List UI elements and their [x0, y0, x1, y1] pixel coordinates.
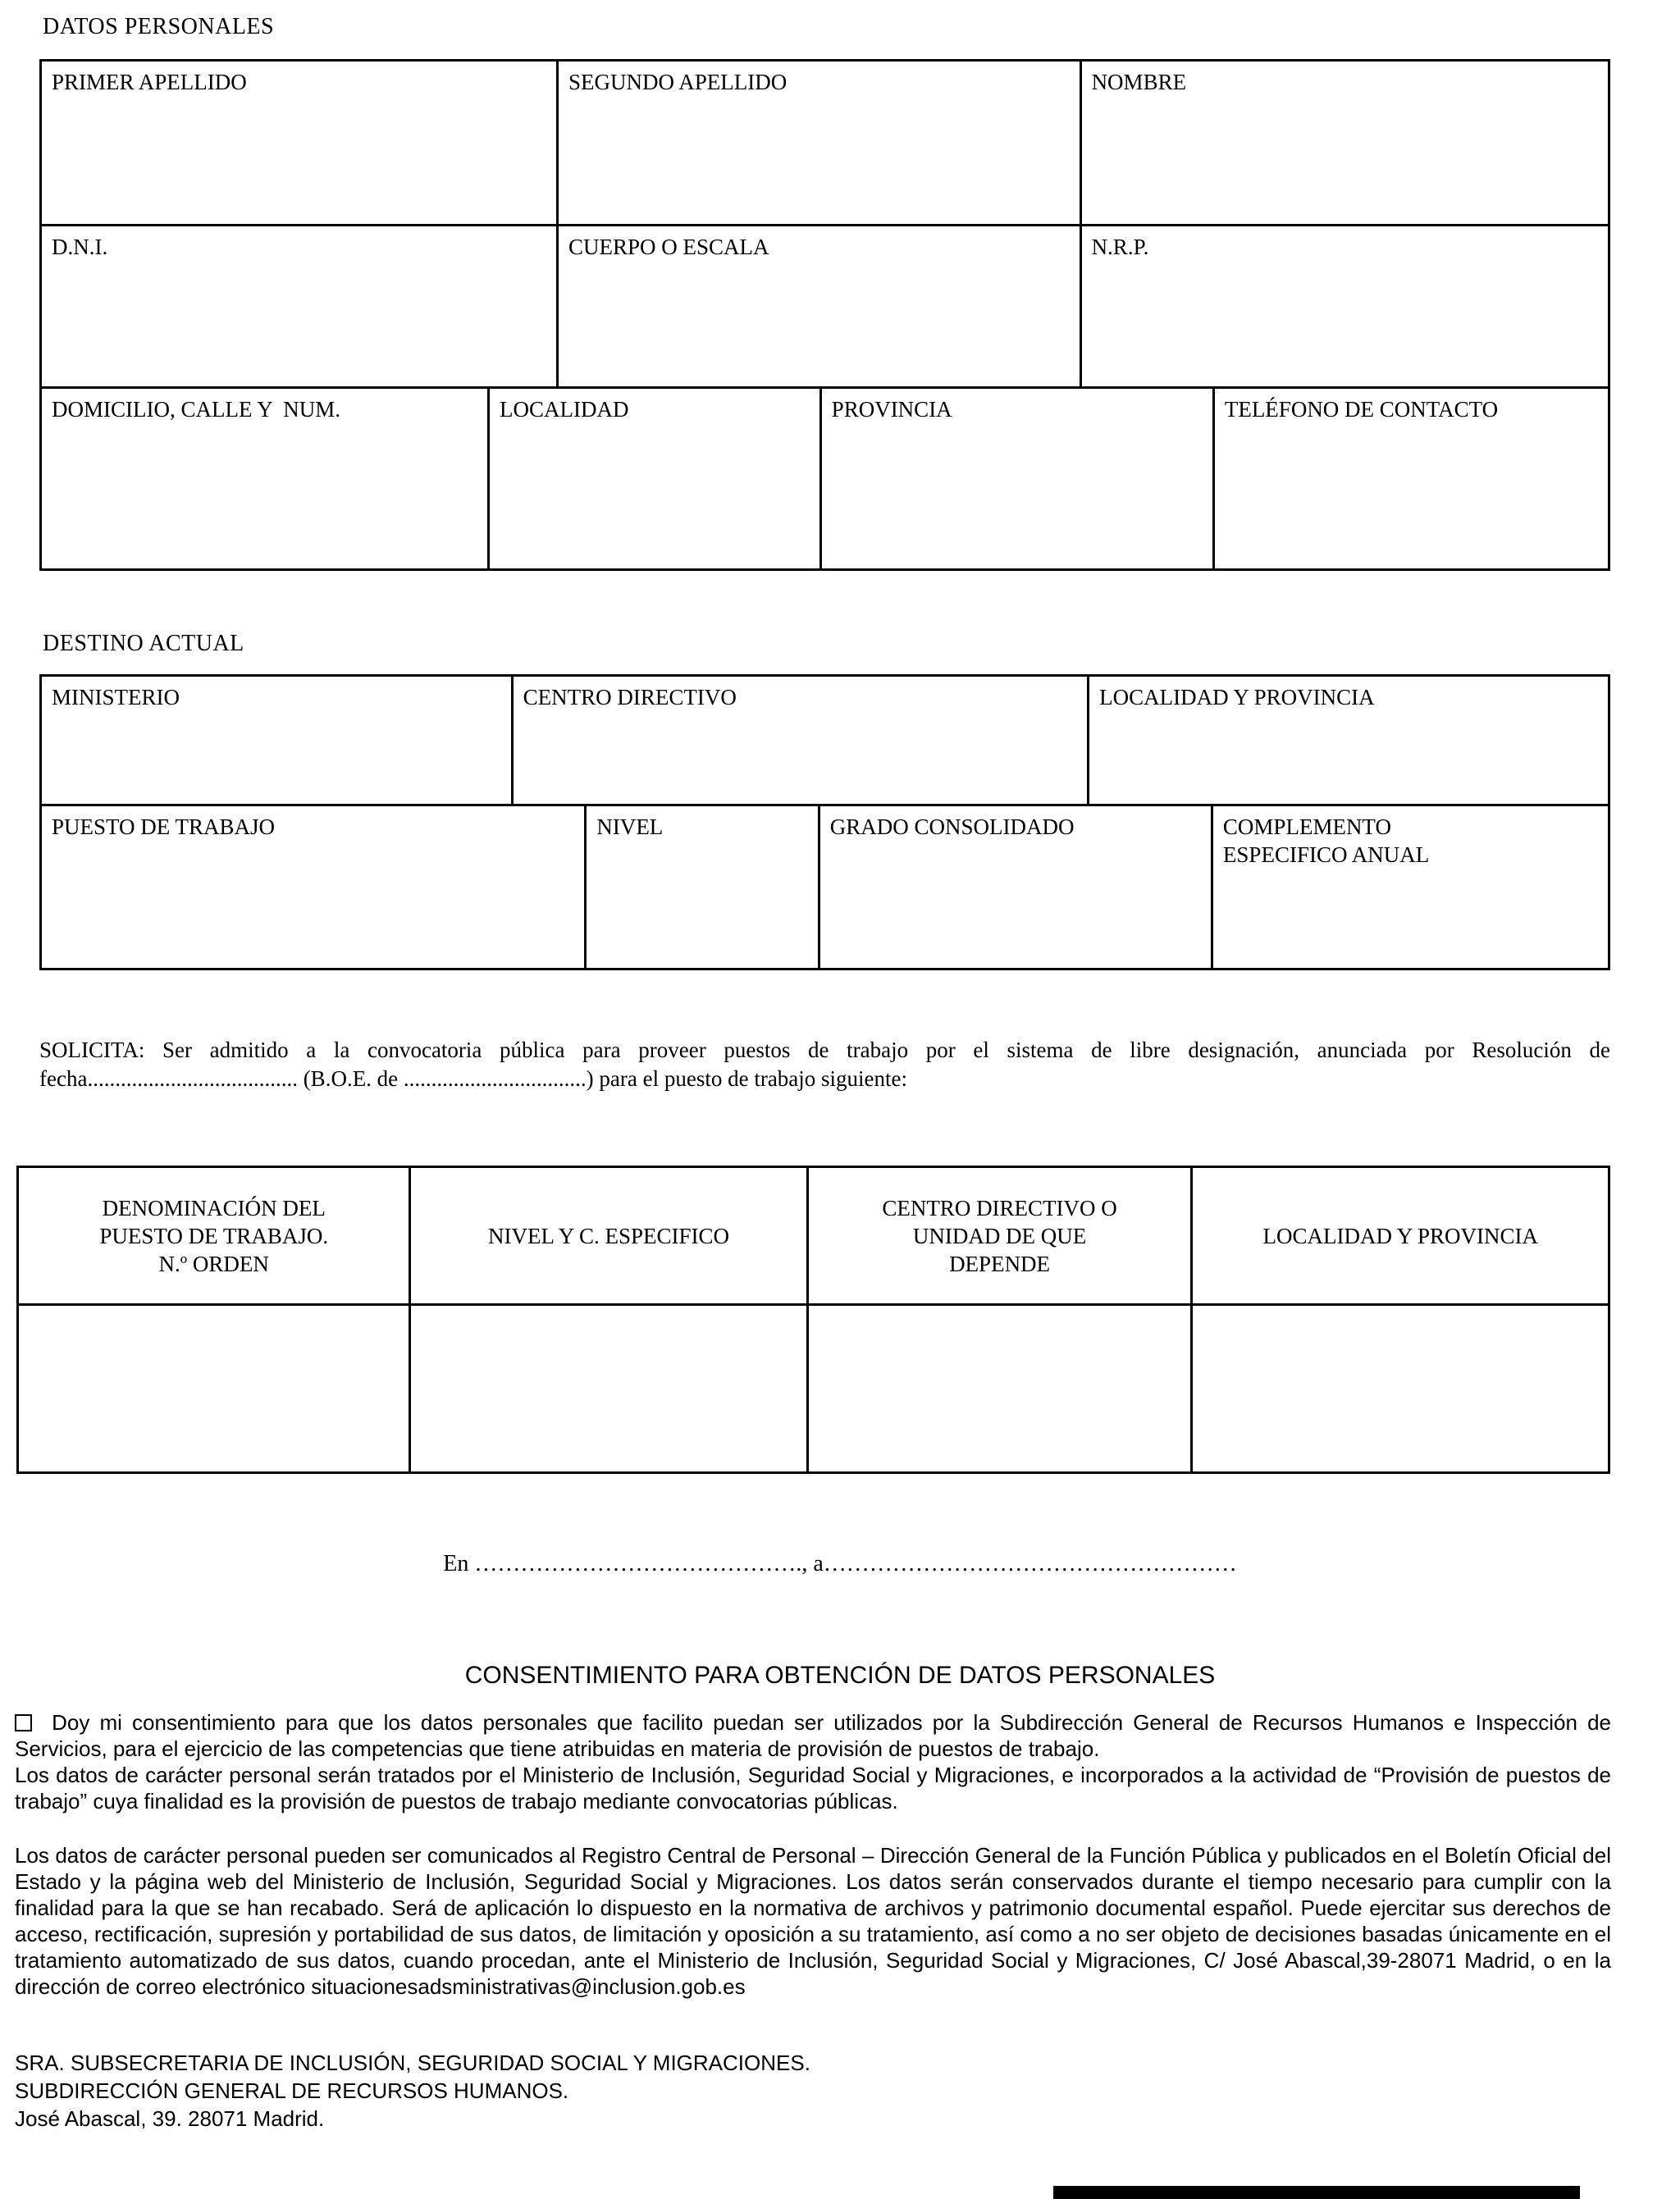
header-centro-directivo-unidad [809, 1168, 1194, 1303]
field-domicilio[interactable] [42, 389, 490, 568]
label-complemento-especifico: COMPLEMENTO ESPECIFICO ANUAL [1222, 814, 1430, 867]
puesto-entry-row [19, 1303, 1608, 1471]
header-label-nivel-c-especifico: NIVEL Y C. ESPECIFICO [488, 1223, 730, 1248]
puesto-solicitado-table [16, 1166, 1610, 1474]
label-domicilio: DOMICILIO, CALLE Y NUM. [52, 397, 340, 422]
field-primer-apellido[interactable] [42, 62, 559, 224]
label-localidad: LOCALIDAD [499, 397, 629, 422]
label-puesto-de-trabajo: PUESTO DE TRABAJO [52, 814, 276, 839]
field-grado-consolidado[interactable] [820, 806, 1213, 968]
consent-title: CONSENTIMIENTO PARA OBTENCIÓN DE DATOS PERSONALES [464, 1662, 1216, 1689]
field-ministerio[interactable] [42, 677, 514, 804]
destino-row-ministerio [42, 677, 1608, 804]
field-nivel-c-especifico[interactable] [411, 1306, 808, 1471]
field-localidad-y-provincia[interactable] [1089, 677, 1608, 804]
field-telefono-contacto[interactable] [1215, 389, 1608, 568]
scan-artifact-bar [1053, 2186, 1580, 2199]
header-label-centro-directivo-unidad: CENTRO DIRECTIVO O UNIDAD DE QUE DEPENDE [882, 1195, 1117, 1276]
destino-row-puesto [42, 804, 1608, 968]
consent-checkbox[interactable] [15, 1714, 32, 1731]
section-title-destino-actual: DESTINO ACTUAL [43, 631, 244, 656]
field-nivel[interactable] [587, 806, 819, 968]
consent-paragraph-2: Los datos de carácter personal serán tratados por el Ministerio de Inclusión, Seguridad Social y Migraciones, e incorporados a la actividad de “Provisión de puestos de trabajo” cuya finalidad es la provisión de puestos de trabajo mediante convocatorias públicas. [15, 1763, 1611, 1813]
header-localidad-provincia [1193, 1168, 1608, 1303]
datos-personales-table [39, 59, 1610, 571]
consent-paragraph-1-text: Doy mi consentimiento para que los datos personales que facilito puedan ser utilizados por la Subdirección General de Recursos Humanos e Inspección de Servicios, para el ejercicio de las competencias que tiene atribuidas en materia de provisión de puestos de trabajo. [15, 1710, 1611, 1761]
puesto-header-row [19, 1168, 1608, 1303]
label-centro-directivo: CENTRO DIRECTIVO [523, 685, 737, 709]
personal-row-apellidos [42, 62, 1608, 224]
field-provincia[interactable] [822, 389, 1215, 568]
label-telefono-contacto: TELÉFONO DE CONTACTO [1224, 397, 1499, 422]
field-complemento-especifico[interactable] [1213, 806, 1608, 968]
form-document-page [0, 13, 1680, 2133]
consent-paragraph-1 [15, 1709, 1611, 1762]
field-localidad-provincia-puesto[interactable] [1193, 1306, 1608, 1471]
field-nombre[interactable] [1082, 62, 1608, 224]
field-nrp[interactable] [1082, 226, 1608, 386]
label-primer-apellido: PRIMER APELLIDO [52, 70, 247, 94]
field-dni[interactable] [42, 226, 559, 386]
footer-address-block [15, 2049, 1680, 2133]
destino-actual-table [39, 674, 1610, 970]
footer-line-address: José Abascal, 39. 28071 Madrid. [15, 2106, 325, 2131]
place-date-line: En ……………………………………., a……………………………………………… [443, 1551, 1237, 1576]
label-ministerio: MINISTERIO [52, 685, 180, 709]
header-nivel-c-especifico [411, 1168, 808, 1303]
label-localidad-y-provincia: LOCALIDAD Y PROVINCIA [1099, 685, 1375, 709]
field-centro-directivo-unidad[interactable] [809, 1306, 1194, 1471]
label-nivel: NIVEL [596, 814, 664, 839]
label-dni: D.N.I. [52, 235, 108, 259]
consent-body [15, 1709, 1611, 2000]
label-cuerpo-o-escala: CUERPO O ESCALA [568, 235, 769, 259]
field-centro-directivo[interactable] [514, 677, 1090, 804]
label-grado-consolidado: GRADO CONSOLIDADO [829, 814, 1075, 839]
label-nrp: N.R.P. [1091, 235, 1149, 259]
footer-line-recipient: SRA. SUBSECRETARIA DE INCLUSIÓN, SEGURIDAD SOCIAL Y MIGRACIONES. [15, 2051, 810, 2075]
consent-paragraph-3: Los datos de carácter personal pueden ser comunicados al Registro Central de Personal – Dirección General de la Función Pública y publicados en el Boletín Oficial del Estado y la página web del Ministerio de Inclusión, Seguridad Social y Migraciones. Los datos serán conservados durante el tiempo necesario para cumplir con la finalidad para la que se han recabado. Será de aplicación lo dispuesto en la normativa de archivos y patrimonio documental español. Puede ejercitar sus derechos de acceso, rectificación, supresión y portabilidad de sus datos, de limitación y oposición a su tratamiento, así como a no ser objeto de decisiones basadas únicamente en el tratamiento automatizado de sus datos, cuando procedan, ante el Ministerio de Inclusión, Seguridad Social y Migraciones, C/ José Abascal,39-28071 Madrid, o en la dirección de correo electrónico situacionesadsministrativas@inclusion.gob.es [15, 1843, 1611, 1999]
header-denominacion-puesto [19, 1168, 411, 1303]
footer-line-subdireccion: SUBDIRECCIÓN GENERAL DE RECURSOS HUMANOS. [15, 2078, 569, 2103]
field-segundo-apellido[interactable] [559, 62, 1082, 224]
solicita-paragraph: SOLICITA: Ser admitido a la convocatoria pública para proveer puestos de trabajo por el sistema de libre designación, anunciada por Resolución de fecha...................................... (B.O.E. de .................................) para el puesto de trabajo siguiente: [39, 1038, 1610, 1091]
field-denominacion-puesto[interactable] [19, 1306, 411, 1471]
header-label-denominacion: DENOMINACIÓN DEL PUESTO DE TRABAJO. N.º ORDEN [99, 1195, 329, 1276]
personal-row-dni [42, 224, 1608, 386]
personal-row-domicilio [42, 386, 1608, 568]
label-segundo-apellido: SEGUNDO APELLIDO [568, 70, 788, 94]
field-localidad[interactable] [490, 389, 822, 568]
section-title-datos-personales: DATOS PERSONALES [43, 14, 275, 39]
field-puesto-de-trabajo[interactable] [42, 806, 587, 968]
label-nombre: NOMBRE [1091, 70, 1187, 94]
label-provincia: PROVINCIA [831, 397, 952, 422]
field-cuerpo-o-escala[interactable] [559, 226, 1082, 386]
header-label-localidad-provincia: LOCALIDAD Y PROVINCIA [1262, 1223, 1538, 1248]
